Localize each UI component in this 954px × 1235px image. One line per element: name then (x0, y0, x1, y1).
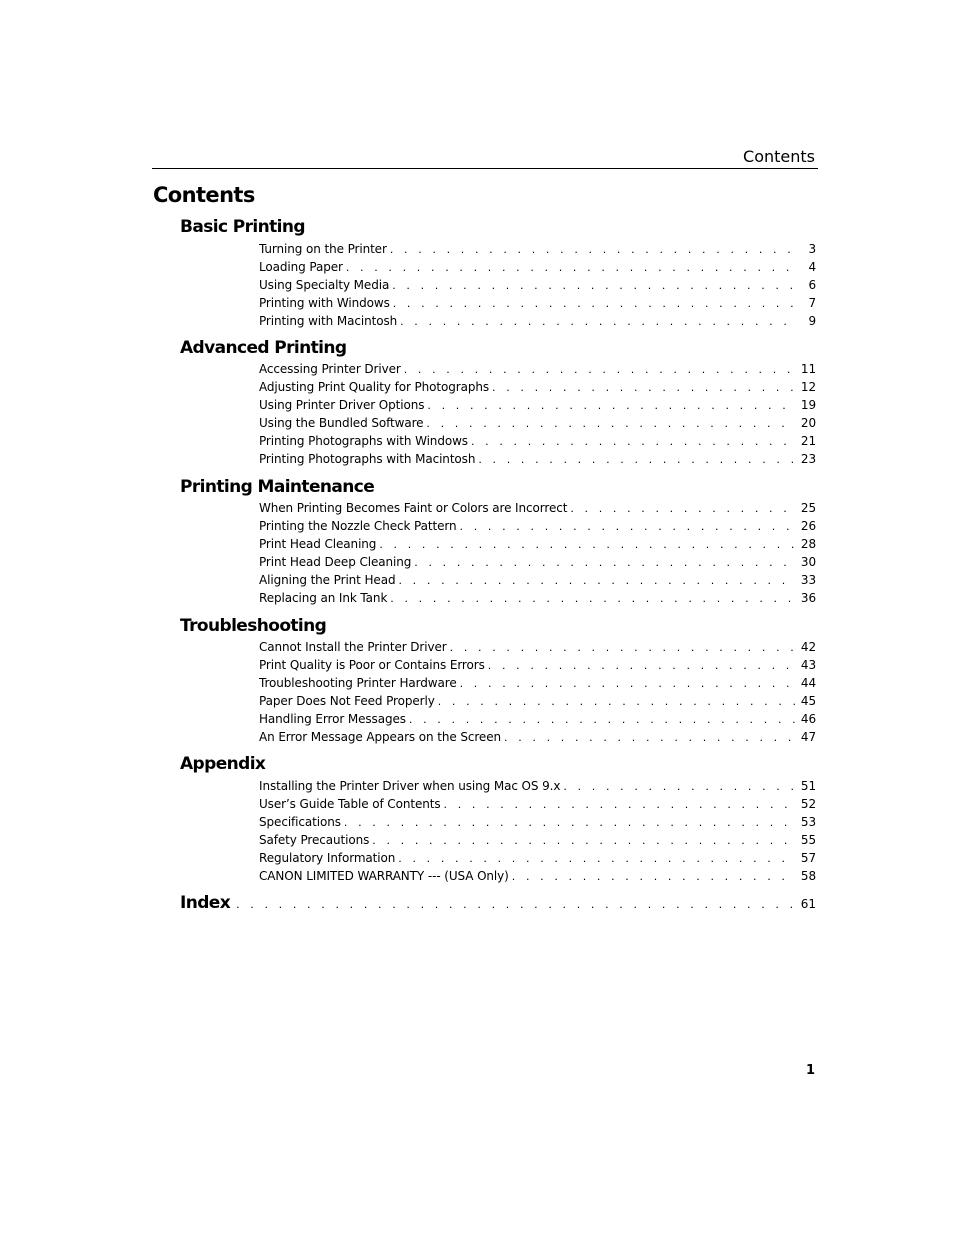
toc-entry-page: 33 (800, 573, 816, 587)
toc-entry[interactable] (259, 571, 816, 589)
dot-leader (344, 814, 795, 832)
toc-entry-page: 42 (800, 640, 816, 654)
toc-entry-label: When Printing Becomes Faint or Colors are Incorrect (259, 501, 568, 515)
toc-entry[interactable] (259, 258, 816, 276)
toc-section-troubleshooting (180, 615, 816, 746)
toc-entry[interactable] (259, 813, 816, 831)
section-heading[interactable]: Basic Printing (180, 217, 305, 237)
toc-entry[interactable] (259, 396, 816, 414)
toc-section-basic-printing (180, 216, 816, 330)
index-page: 61 (800, 897, 816, 911)
toc-entry-label: Printing with Macintosh (259, 314, 398, 328)
toc-entry-page: 20 (800, 416, 816, 430)
section-heading[interactable]: Advanced Printing (180, 338, 347, 358)
toc-entry-page: 11 (800, 362, 816, 376)
toc-entry-label: Using Specialty Media (259, 278, 390, 292)
dot-leader (460, 675, 795, 693)
dot-leader (450, 639, 795, 657)
toc-entry-label: Accessing Printer Driver (259, 362, 401, 376)
toc-entry[interactable] (259, 517, 816, 535)
dot-leader (390, 590, 795, 608)
toc-entry-page: 44 (800, 676, 816, 690)
toc-entry-label: Troubleshooting Printer Hardware (259, 676, 457, 690)
toc-entry-page: 6 (808, 278, 816, 292)
dot-leader (404, 361, 795, 379)
toc-entry[interactable] (259, 499, 816, 517)
toc-entry[interactable] (259, 450, 816, 468)
toc-entry-label: Printing Photographs with Windows (259, 434, 468, 448)
toc-entry-page: 58 (800, 869, 816, 883)
dot-leader (409, 711, 795, 729)
toc-entry-label: An Error Message Appears on the Screen (259, 730, 502, 744)
toc-entry-page: 51 (800, 779, 816, 793)
toc-entry[interactable] (259, 535, 816, 553)
toc-entry-label: Using Printer Driver Options (259, 398, 425, 412)
toc-entry-page: 28 (800, 537, 816, 551)
toc-entry[interactable] (259, 710, 816, 728)
toc-entry-label: Paper Does Not Feed Properly (259, 694, 435, 708)
toc-entry[interactable] (259, 692, 816, 710)
toc-entry[interactable] (259, 831, 816, 849)
toc-entry[interactable] (259, 795, 816, 813)
dot-leader (427, 397, 795, 415)
dot-leader (492, 379, 795, 397)
section-heading[interactable]: Printing Maintenance (180, 477, 375, 497)
dot-leader (346, 259, 796, 277)
toc-entry-page: 57 (800, 851, 816, 865)
toc-entry-label: Turning on the Printer (259, 242, 387, 256)
toc-entry-page: 26 (800, 519, 816, 533)
toc-entry-page: 47 (800, 730, 816, 744)
dot-leader (414, 554, 795, 572)
toc-entry-label: Print Head Deep Cleaning (259, 555, 412, 569)
toc-entry-label: User’s Guide Table of Contents (259, 797, 441, 811)
toc-entry-page: 53 (800, 815, 816, 829)
dot-leader (400, 313, 796, 331)
dot-leader (392, 277, 796, 295)
toc-entry-page: 21 (800, 434, 816, 448)
toc-entry-label: Printing the Nozzle Check Pattern (259, 519, 457, 533)
toc-entry-page: 52 (800, 797, 816, 811)
toc-entry-page: 30 (800, 555, 816, 569)
dot-leader (390, 241, 796, 259)
toc-entry-page: 45 (800, 694, 816, 708)
dot-leader (438, 693, 795, 711)
toc-entry-page: 46 (800, 712, 816, 726)
toc-entry-page: 7 (808, 296, 816, 310)
toc-entry-page: 12 (800, 380, 816, 394)
dot-leader (398, 572, 794, 590)
toc-entry-label: Handling Error Messages (259, 712, 406, 726)
toc-entry[interactable] (259, 849, 816, 867)
dot-leader (563, 778, 795, 796)
dot-leader (393, 295, 796, 313)
section-heading[interactable]: Troubleshooting (180, 616, 327, 636)
dot-leader (478, 451, 795, 469)
toc-entry-label: CANON LIMITED WARRANTY --- (USA Only) (259, 869, 509, 883)
dot-leader (379, 536, 795, 554)
toc-entry[interactable] (259, 294, 816, 312)
dot-leader (471, 433, 795, 451)
toc-entry-page: 3 (808, 242, 816, 256)
toc-entry[interactable] (259, 638, 816, 656)
dot-leader (426, 415, 795, 433)
toc-entry[interactable] (259, 432, 816, 450)
toc-entry-label: Specifications (259, 815, 341, 829)
dot-leader (398, 850, 795, 868)
running-header-title: Contents (743, 147, 815, 166)
toc-entry-page: 9 (808, 314, 816, 328)
toc-entry-label: Regulatory Information (259, 851, 396, 865)
toc-entry-label: Cannot Install the Printer Driver (259, 640, 447, 654)
toc-entry-label: Adjusting Print Quality for Photographs (259, 380, 490, 394)
toc-entry-label: Print Quality is Poor or Contains Errors (259, 658, 485, 672)
page-number: 1 (805, 1063, 815, 1078)
index-label: Index (180, 893, 231, 913)
toc-entry-label: Installing the Printer Driver when using Mac OS 9.x (259, 779, 561, 793)
toc-entry[interactable] (259, 553, 816, 571)
toc-entry[interactable] (259, 867, 816, 885)
toc-entry[interactable] (259, 240, 816, 258)
toc-entry-label: Aligning the Print Head (259, 573, 396, 587)
toc-entry[interactable] (259, 360, 816, 378)
dot-leader (372, 832, 795, 850)
dot-leader (512, 868, 795, 886)
toc-entry[interactable] (259, 656, 816, 674)
toc-entry-page: 43 (800, 658, 816, 672)
dot-leader (504, 729, 795, 747)
toc-entry-label: Printing Photographs with Macintosh (259, 452, 476, 466)
toc-entry[interactable] (259, 414, 816, 432)
toc-entry[interactable] (259, 728, 816, 746)
toc-entry-label: Replacing an Ink Tank (259, 591, 388, 605)
toc-entry[interactable] (259, 674, 816, 692)
toc-entry[interactable] (259, 378, 816, 396)
toc-entry-label: Loading Paper (259, 260, 343, 274)
toc-entry-label: Printing with Windows (259, 296, 390, 310)
dot-leader (236, 898, 795, 911)
toc-section-advanced-printing (180, 337, 816, 468)
toc-entry-page: 55 (800, 833, 816, 847)
toc-entry[interactable] (259, 777, 816, 795)
toc-section-appendix (180, 753, 816, 885)
toc-entry[interactable] (259, 312, 816, 330)
dot-leader (570, 500, 795, 518)
toc-entry-page: 36 (800, 591, 816, 605)
toc-entry-page: 23 (800, 452, 816, 466)
dot-leader (460, 518, 795, 536)
toc-entry-label: Print Head Cleaning (259, 537, 377, 551)
dot-leader (444, 796, 795, 814)
toc-entry-page: 25 (800, 501, 816, 515)
toc-entry-page: 19 (800, 398, 816, 412)
toc-entry-page: 4 (808, 260, 816, 274)
toc-entry-label: Using the Bundled Software (259, 416, 424, 430)
dot-leader (488, 657, 795, 675)
running-header (152, 146, 818, 169)
toc-index-entry[interactable] (180, 893, 816, 913)
section-heading[interactable]: Appendix (180, 754, 266, 774)
toc-entry-label: Safety Precautions (259, 833, 370, 847)
page-title: Contents (153, 183, 255, 207)
toc-entry[interactable] (259, 276, 816, 294)
toc-section-printing-maintenance (180, 476, 816, 607)
toc-entry[interactable] (259, 589, 816, 607)
